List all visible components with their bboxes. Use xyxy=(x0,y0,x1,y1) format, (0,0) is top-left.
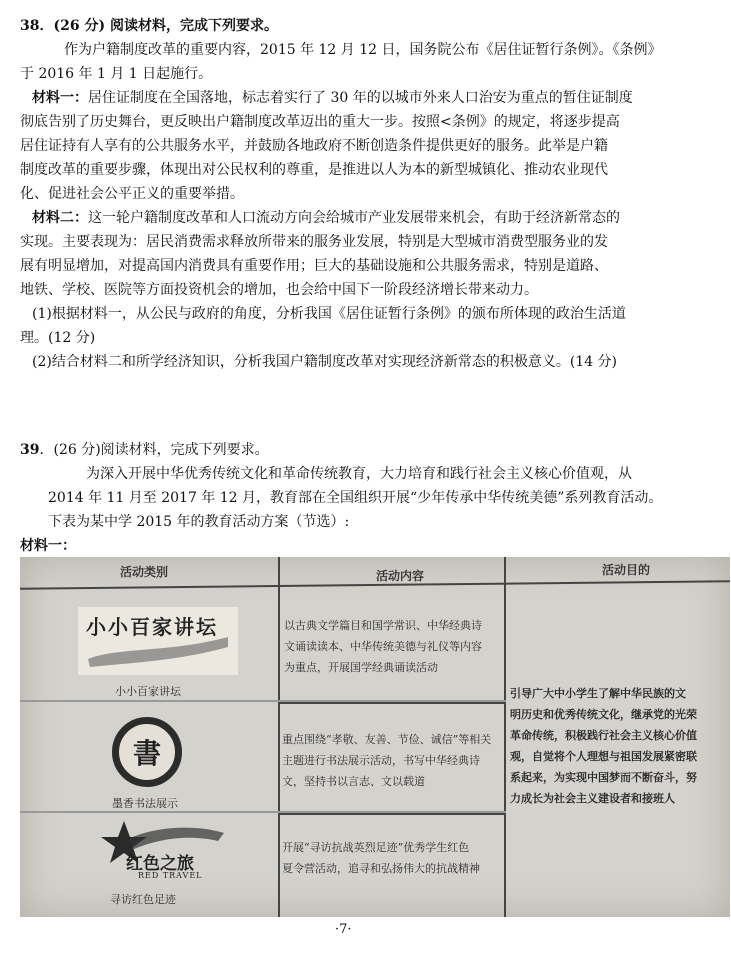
activity-table-photo xyxy=(20,557,730,917)
page-number: ·7· xyxy=(335,922,352,937)
calligraphy-logo-text: 書 xyxy=(132,737,161,770)
lecture-forum-logo-text: 小小百家讲坛 xyxy=(86,615,218,639)
q38-material-2-line-2: 实现。主要表现为：居民消费需求释放所带来的服务业发展，特别是大型城市消费型服务业的发 xyxy=(20,234,608,250)
q38-material-2-label: 材料二： xyxy=(32,210,88,226)
content-cell-1: 以古典文学篇目和国学常识、中华经典诗 文诵读读本、中华传统美德与礼仪等内容 为重点，开展国学经典诵读活动 xyxy=(284,619,482,674)
q38-material-1-line-2: 彻底告别了历史舞台，更反映出户籍制度改革迈出的重大一步。按照<条例》的规定，将逐步提高 xyxy=(20,114,620,130)
question-39 xyxy=(20,438,662,558)
q38-material-1-label: 材料一： xyxy=(32,90,88,106)
content-cell-2: 重点围绕“孝敬、友善、节俭、诚信”等相关 主题进行书法展示活动，书写中华经典诗 文，坚持书以言志、文以载道 xyxy=(282,733,492,788)
q38-title: 38．(26 分) 阅读材料，完成下列要求。 xyxy=(20,18,278,34)
q38-intro-2: 于 2016 年 1 月 1 日起施行。 xyxy=(20,66,213,82)
q38-material-1-line-3: 居住证持有人享有的公共服务水平，并鼓励各地政府不断创造条件提供更好的服务。此举是户籍 xyxy=(20,138,608,154)
grid-line xyxy=(278,702,506,704)
q38-material-2-line-3: 展有明显增加，对提高国内消费具有重要作用；巨大的基础设施和公共服务需求，特别是道路、 xyxy=(20,258,608,274)
q38-material-2-line-4: 地铁、学校、医院等方面投资机会的增加，也会给中国下一阶段经济增长带来动力。 xyxy=(20,282,538,298)
question-38 xyxy=(20,14,662,374)
q39-material-1-label: 材料一： xyxy=(20,538,76,554)
q39-intro-1: 为深入开展中华优秀传统文化和革命传统教育，大力培育和践行社会主义核心价值观，从 xyxy=(86,466,632,482)
q38-sub-question-2: (2)结合材料二和所学经济知识，分析我国户籍制度改革对实现经济新常态的积极意义。(14 分) xyxy=(32,354,618,370)
category-label-calligraphy: 墨香书法展示 xyxy=(112,797,178,810)
header-purpose: 活动目的 xyxy=(602,563,651,577)
content-cell-3: 开展“寻访抗战英烈足迹”优秀学生红色 夏令营活动，追寻和弘扬伟大的抗战精神 xyxy=(282,841,480,875)
header-content: 活动内容 xyxy=(376,569,425,583)
q38-intro-1: 作为户籍制度改革的重要内容，2015 年 12 月 12 日，国务院公布《居住证暂行条例》。《条例》 xyxy=(64,42,662,58)
red-travel-logo-subtext: RED TRAVEL xyxy=(138,871,203,880)
q38-material-1-line-1: 材料一：居住证制度在全国落地，标志着实行了 30 年的以城市外来人口治安为重点的暂住证制度 xyxy=(32,90,633,106)
grid-line xyxy=(278,557,280,917)
lecture-forum-logo xyxy=(78,607,238,675)
purpose-cell: 引导广大中小学生了解中华民族的文 明历史和优秀传统文化，继承党的光荣 革命传统，积极践行社会主义核心价值 观，自觉将个人理想与祖国发展紧密联 系起来，为实现中国梦而不断奋斗，努 力成长为社会主义建设者和接班人 xyxy=(510,687,697,805)
q39-intro-3: 下表为某中学 2015 年的教育活动方案（节选）: xyxy=(48,514,350,530)
category-label-red-travel: 寻访红色足迹 xyxy=(110,893,176,906)
calligraphy-seal-icon xyxy=(112,717,182,787)
category-label-lecture: 小小百家讲坛 xyxy=(115,685,181,698)
q39-title: 39．(26 分)阅读材料，完成下列要求。 xyxy=(20,442,269,458)
grid-line xyxy=(504,557,506,917)
q38-sub-question-1: (1)根据材料一，从公民与政府的角度，分析我国《居住证暂行条例》的颁布所体现的政治生活道 xyxy=(32,306,626,322)
grid-line xyxy=(278,813,506,815)
q38-material-2-line-1: 材料二：这一轮户籍制度改革和人口流动方向会给城市产业发展带来机会，有助于经济新常态的 xyxy=(32,210,620,226)
q38-material-1-line-4: 制度改革的重要步骤，体现出对公民权利的尊重，是推进以人为本的新型城镇化、推动农业现代 xyxy=(20,162,608,178)
header-category: 活动类别 xyxy=(120,565,169,579)
red-travel-logo-text: 红色之旅 xyxy=(126,854,194,874)
q38-material-1-line-5: 化、促进社会公平正义的重要举措。 xyxy=(20,186,244,202)
q39-intro-2: 2014 年 11 月至 2017 年 12 月，教育部在全国组织开展“少年传承中华传统美德”系列教育活动。 xyxy=(48,490,663,506)
red-travel-logo xyxy=(98,819,228,883)
q38-sub-question-1-cont: 理。(12 分) xyxy=(20,330,96,346)
